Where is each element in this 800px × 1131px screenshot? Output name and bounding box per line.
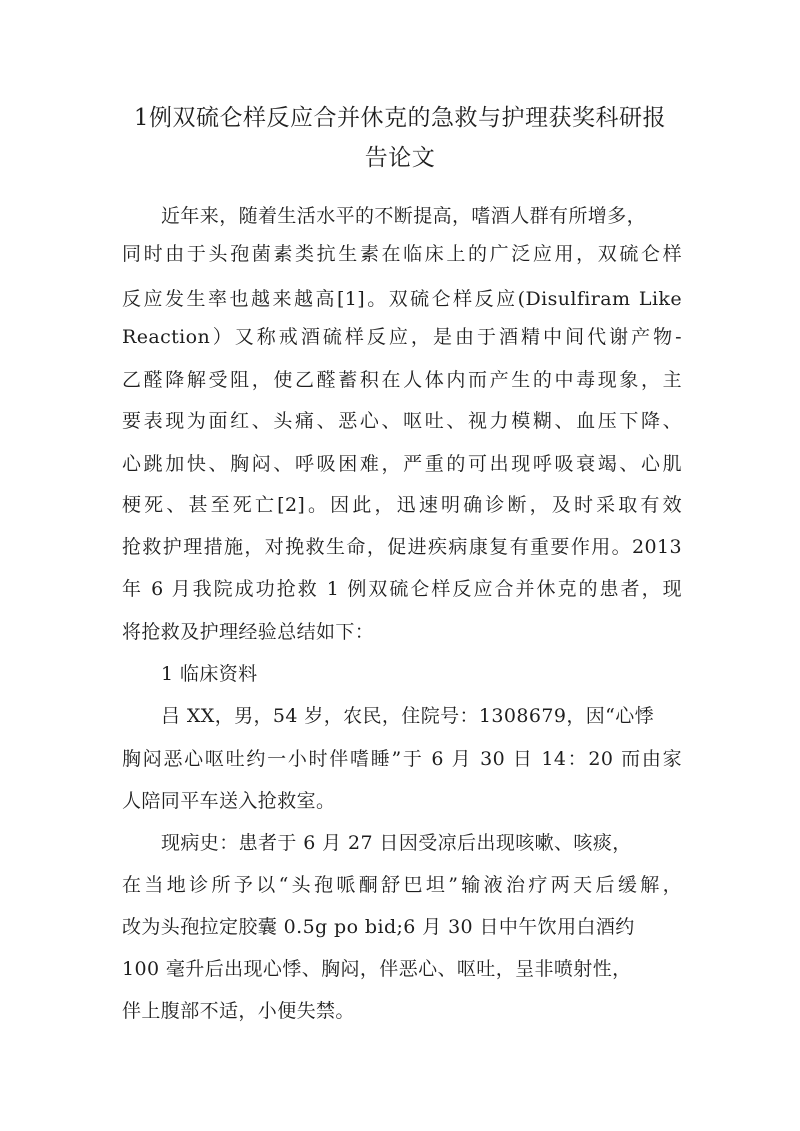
patient-line: 胸闷恶心呕吐约一小时伴嗜睡”于 6 月 30 日 14：20 而由家	[122, 748, 682, 770]
history-line: 在当地诊所予以“头孢哌酮舒巴坦”输液治疗两天后缓解，	[122, 874, 682, 896]
intro-line: 心跳加快、胸闷、呼吸困难，严重的可出现呼吸衰竭、心肌	[122, 453, 682, 475]
intro-line: 近年来，随着生活水平的不断提高，嗜酒人群有所增多，	[161, 205, 647, 227]
intro-line: 抢救护理措施，对挽救生命，促进疾病康复有重要作用。2013	[122, 536, 682, 558]
patient-line: 人陪同平车送入抢救室。	[122, 790, 336, 812]
history-line: 现病史：患者于 6 月 27 日因受凉后出现咳嗽、咳痰，	[161, 832, 632, 854]
intro-line: Reaction）又称戒酒硫样反应，是由于酒精中间代谢产物-	[122, 326, 682, 348]
intro-line: 梗死、甚至死亡[2]。因此，迅速明确诊断，及时采取有效	[122, 494, 682, 516]
section-heading: 1 临床资料	[161, 663, 258, 685]
history-line: 改为头孢拉定胶囊 0.5g po bid;6 月 30 日中午饮用白酒约	[122, 916, 635, 938]
intro-line: 将抢救及护理经验总结如下：	[122, 621, 375, 643]
intro-line: 要表现为面红、头痛、恶心、呕吐、视力模糊、血压下降、	[122, 410, 682, 432]
intro-line: 同时由于头孢菌素类抗生素在临床上的广泛应用，双硫仑样	[122, 243, 682, 265]
patient-line: 吕 XX，男，54 岁，农民，住院号：1308679，因“心悸	[161, 705, 655, 727]
history-line: 伴上腹部不适，小便失禁。	[122, 1000, 355, 1022]
document-title-line-2: 告论文	[364, 145, 436, 171]
intro-line: 乙醛降解受阻，使乙醛蓄积在人体内而产生的中毒现象，主	[122, 369, 682, 391]
intro-line: 反应发生率也越来越高[1]。双硫仑样反应(Disulfiram Like	[122, 288, 682, 310]
document-title-line-1: 1例双硫仑样反应合并休克的急救与护理获奖科研报	[133, 105, 667, 131]
history-line: 100 毫升后出现心悸、胸闷，伴恶心、呕吐，呈非喷射性，	[122, 958, 632, 980]
intro-line: 年 6 月我院成功抢救 1 例双硫仑样反应合并休克的患者，现	[122, 578, 682, 600]
